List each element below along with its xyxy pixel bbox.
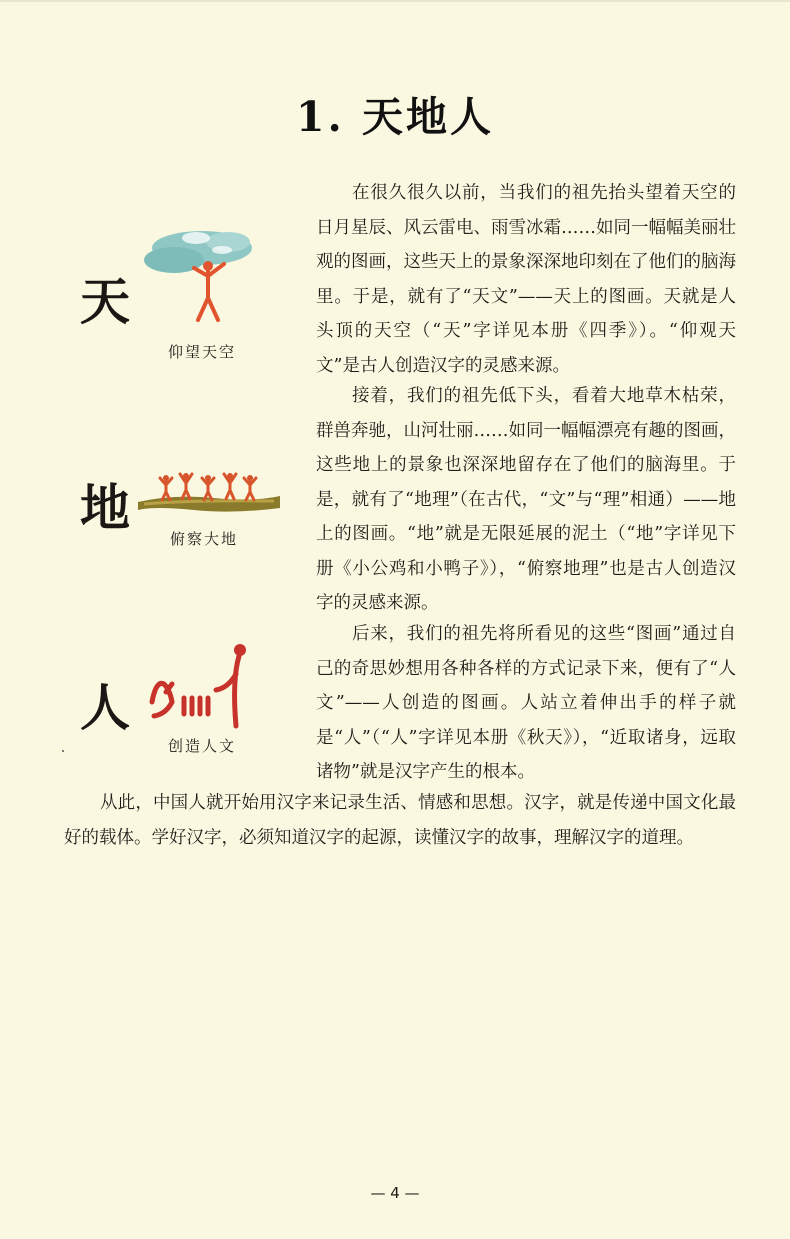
paragraph-tian: 在很久很久以前，当我们的祖先抬头望着天空的日月星辰、风云雷电、雨雪冰霜……如同一幅幅美丽壮观的图画，这些天上的景象深深地印刻在了他们的脑海里。于是，就有了“天文”——天上的图画。天就是人头顶的天空（“天”字详见本册《四季》）。“仰观天文”是古人创造汉字的灵感来源。 xyxy=(316,183,736,376)
paragraph-di: 接着，我们的祖先低下头，看着大地草木枯荣，群兽奔驰，山河壮丽……如同一幅幅漂亮有趣的图画，这些地上的景象也深深地留存在了他们的脑海里。于是，就有了“地理”（在古代，“文”与“理”相通）——地上的图画。“地”就是无限延展的泥土（“地”字详见下册《小公鸡和小鸭子》），“俯察地理”也是古人创造汉字的灵感来源。 xyxy=(316,386,736,613)
caption-tian: 仰望天空 xyxy=(168,343,237,361)
earth-figures-illustration xyxy=(134,468,284,518)
print-speck xyxy=(62,750,64,752)
conclusion-paragraph: 从此，中国人就开始用汉字来记录生活、情感和思想。汉字，就是传递中国文化最好的载体。学好汉字，必须知道汉字的起源，读懂汉字的故事，理解汉字的道理。 xyxy=(64,793,736,848)
paragraph-ren: 后来，我们的祖先将所看见的这些“图画”通过自己的奇思妙想用各种各样的方式记录下来，便有了“人文”——人创造的图画。人站立着伸出手的样子就是“人”（“人”字详见本册《秋天》），“近取诸身，远取诸物”就是汉字产生的根本。 xyxy=(316,624,736,782)
page-number: — 4 — xyxy=(370,1184,420,1202)
person-writing-illustration xyxy=(146,640,256,730)
character-tian: 天 xyxy=(80,272,130,331)
character-di: 地 xyxy=(80,478,130,537)
page-title: 1. 天地人 xyxy=(295,93,495,141)
caption-ren: 创造人文 xyxy=(168,737,237,755)
sky-figure-illustration xyxy=(140,220,260,330)
caption-di: 俯察大地 xyxy=(170,530,239,548)
character-ren: 人 xyxy=(80,678,130,737)
